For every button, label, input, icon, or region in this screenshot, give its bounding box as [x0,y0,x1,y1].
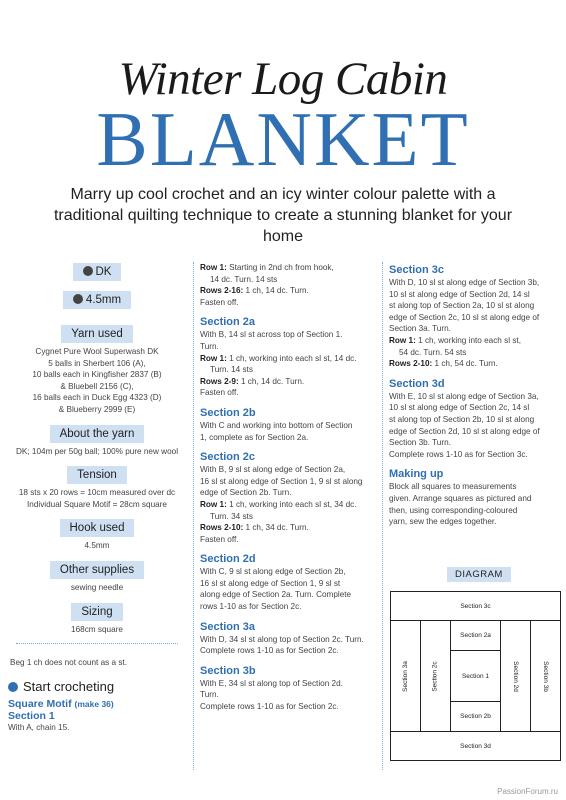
spec-line: 5 balls in Sherbert 106 (A), [48,358,146,368]
instruction-line [200,499,376,511]
making-up-heading: Making up [389,468,444,481]
row-text: edge of Section 2b. Turn. [200,488,292,498]
hook-size-pill: 4.5mm [63,291,131,309]
column-divider [193,262,194,770]
column-divider [382,262,383,770]
instruction-line [200,262,376,274]
section-3d-heading: Section 3d [389,377,445,390]
section-2b-text [200,420,376,443]
row-text: 14 dc. Turn. 14 sts [210,274,278,284]
row-text: st along top of Section 2b, 10 sl st along [389,414,535,424]
row-text: edge of Section 2c, 10 sl st along edge of [389,312,540,322]
hook-used-heading: Hook used [60,519,135,537]
instruction-line [200,329,376,341]
title-line-1: Winter Log Cabin [118,53,448,105]
instruction-line [389,449,561,461]
sizing-heading: Sizing [71,603,122,621]
row-text: Section 3a. Turn. [389,324,451,334]
instruction-line [389,312,561,324]
instruction-line [200,701,376,713]
row-label: Rows 2-10: [389,359,433,369]
spec-line: sewing needle [70,582,124,592]
section-3b-text [200,678,376,713]
row-label: Row 1: [389,335,416,345]
row-text: 1 ch, working into each sl st, 34 dc. [226,499,357,509]
instruction-line [200,566,376,578]
diagram-section-2c: Section 2c [420,620,451,732]
about-yarn-heading: About the yarn [50,425,145,443]
beg-ch-note: Beg 1 ch does not count as a st. [10,658,127,668]
row-text: rows 1-10 as for Section 2c. [200,602,302,612]
row-text: 1 ch, 14 dc. Turn. [238,376,305,386]
row-text: 1 ch, working into each sl st, 14 dc. [226,353,357,363]
section-2a-heading: Section 2a [200,316,256,329]
diagram-section-3a: Section 3a [390,620,421,732]
row-text: 1 ch, 54 dc. Turn. [432,359,498,369]
instruction-line [389,426,561,438]
row-text: Turn. 34 sts [210,511,253,521]
section-2b-heading: Section 2b [200,406,256,419]
sizing-text [8,624,186,636]
row-text: With C and working into bottom of Section [200,420,353,430]
section-3c-text [389,277,561,370]
row-text: Fasten off. [200,534,239,544]
instruction-line [200,645,376,657]
instruction-line [200,689,376,701]
instruction-line [200,432,376,444]
instruction-line [389,481,561,493]
row-text: With D, 34 sl st along top of Section 2c. Turn. [200,634,364,644]
instruction-line [200,487,376,499]
bullet-icon [8,682,18,692]
diagram-section-3c: Section 3c [390,591,561,621]
instruction-line [200,274,376,286]
row-text: With E, 10 sl st along edge of Section 3a, [389,391,539,401]
row-text: Complete rows 1-10 as for Section 3c. [389,449,528,459]
row-text: With C, 9 sl st along edge of Section 2b, [200,567,346,577]
instruction-line [200,364,376,376]
spec-line: 4.5mm [84,541,110,551]
row-text: 10 sl st along edge of Section 2c, 14 sl [389,403,530,413]
instruction-line [200,285,376,297]
row-text: Complete rows 1-10 as for Section 2c. [200,702,339,712]
instruction-line [200,387,376,399]
row-text: Block all squares to measurements [389,482,517,492]
instruction-line [389,323,561,335]
row-label: Row 1: [200,263,227,272]
tension-heading: Tension [67,466,127,484]
spec-line: Cygnet Pure Wool Superwash DK [35,347,159,356]
instruction-line [389,347,561,359]
section-diagram [390,591,561,761]
row-text: Turn. 14 sts [210,365,253,375]
row-text: 1 ch, working into each sl st, [415,335,521,345]
section-2c-text [200,464,376,545]
watermark: PassionForum.ru [497,787,558,796]
row-text: then, using corresponding-coloured [389,505,518,515]
row-text: 16 sl st along edge of Section 1, 9 sl st along [200,476,363,486]
diagram-title: DIAGRAM [447,567,511,582]
title-line-2: BLANKET [96,96,470,182]
row-text: yarn, sew the edges together. [389,517,497,527]
row-text: Complete rows 1-10 as for Section 2c. [200,646,339,656]
row-text: 1 ch, 14 dc. Turn. [243,286,309,296]
making-up-text [389,481,561,527]
instruction-line [389,289,561,301]
spec-line: 10 balls each in Kingfisher 2837 (B) [32,370,162,380]
hook-used-text [8,540,186,552]
section-3a-heading: Section 3a [200,620,256,633]
row-text: With D, 10 sl st along edge of Section 3b, [389,278,540,287]
section-3b-heading: Section 3b [200,664,256,677]
spec-line: DK; 104m per 50g ball; 100% pure new wool [15,446,179,456]
instruction-line [200,420,376,432]
instruction-line [389,300,561,312]
other-supplies-text [8,582,186,594]
row-text: 16 sl st along edge of Section 1, 9 sl st [200,578,341,588]
diagram-section-2a: Section 2a [450,620,501,651]
row-label: Row 1: [200,499,227,509]
instruction-line [200,341,376,353]
instruction-line [389,277,561,289]
section-3c-heading: Section 3c [389,264,445,276]
instruction-line [389,391,561,403]
instruction-line [200,589,376,601]
hook-icon [73,294,83,304]
intro-text: Marry up cool crochet and an icy winter colour palette with a traditional quilting technique to create a stunning blanket for your home [53,186,513,245]
row-text: With E, 34 sl st along top of Section 2d. [200,678,343,688]
row-text: Fasten off. [200,297,239,307]
instruction-line [200,678,376,690]
yarn-weight-pill: DK [73,263,122,281]
instruction-line [389,335,561,347]
row-text: 54 dc. Turn. 54 sts [399,347,467,357]
instructions-column-3 [389,262,561,528]
diagram-section-2b: Section 2b [450,701,501,732]
yarn-used-heading: Yarn used [61,325,133,343]
yarn-used-text [8,346,186,416]
instruction-line [389,414,561,426]
row-text: st along top of Section 2a, 10 sl st along [389,301,535,311]
other-supplies-heading: Other supplies [50,561,144,579]
spec-line: 168cm square [71,624,123,634]
instruction-line [200,376,376,388]
instruction-line [200,578,376,590]
instruction-line [389,358,561,370]
square-motif-heading: Square Motif (make 36) [8,698,114,711]
instruction-line [200,601,376,613]
section-2c-heading: Section 2c [200,451,256,464]
instruction-line [200,511,376,523]
instruction-line [200,297,376,309]
instruction-line [200,522,376,534]
row-text: Fasten off. [200,388,239,398]
tension-text [8,487,186,510]
diagram-section-3b: Section 3b [530,620,561,732]
about-yarn-text [8,446,186,458]
section-2d-text [200,566,376,612]
instructions-column-2 [200,262,376,713]
row-label: Row 1: [200,353,227,363]
instruction-line [200,353,376,365]
row-label: Rows 2-10: [200,523,244,533]
section-3d-text [389,391,561,461]
yarn-ball-icon [83,266,93,276]
diagram-section-3d: Section 3d [390,731,561,761]
section-2a-text [200,329,376,399]
row-text: With B, 14 sl st across top of Section 1. [200,330,343,340]
row-label: Rows 2-9: [200,376,239,386]
row-text: 1 ch, 34 dc. Turn. [243,523,309,533]
row-text: With B, 9 sl st along edge of Section 2a, [200,465,346,475]
instruction-line [389,493,561,505]
row-text: 1, complete as for Section 2a. [200,432,309,442]
specs-column [8,262,186,734]
section-1-heading: Section 1 [8,710,55,723]
diagram-section-1: Section 1 [450,650,501,702]
diagram-section-2d: Section 2d [500,620,531,732]
row-text: Starting in 2nd ch from hook, [226,263,334,272]
row-label: Rows 2-16: [200,286,244,296]
instruction-line [200,476,376,488]
row-text: 10 sl st along edge of Section 2d, 14 sl [389,289,530,299]
instruction-line [389,402,561,414]
start-crocheting-heading: Start crocheting [8,679,186,694]
spec-line: 18 sts x 20 rows = 10cm measured over dc [18,488,176,498]
row-text: edge of Section 2d, 10 sl st along edge of [389,426,540,436]
section-1-rows [200,262,376,308]
section-1-text: With A, chain 15. [8,723,70,733]
spec-line: 16 balls each in Duck Egg 4323 (D) [32,393,162,403]
section-3a-text [200,634,376,657]
row-text: Turn. [200,341,219,351]
instruction-line [389,505,561,517]
spec-line: & Bluebell 2156 (C), [60,381,134,391]
instruction-line [200,634,376,646]
instruction-line [389,516,561,528]
dotted-divider [16,643,178,644]
spec-line: Individual Square Motif = 28cm square [27,499,167,509]
row-text: Turn. [200,690,219,700]
instruction-line [389,437,561,449]
row-text: along edge of Section 2a. Turn. Complete [200,590,352,600]
instruction-line [200,464,376,476]
section-2d-heading: Section 2d [200,553,256,566]
spec-line: & Blueberry 2999 (E) [58,404,136,414]
instruction-line [200,534,376,546]
row-text: Section 3b. Turn. [389,438,451,448]
row-text: given. Arrange squares as pictured and [389,493,532,503]
